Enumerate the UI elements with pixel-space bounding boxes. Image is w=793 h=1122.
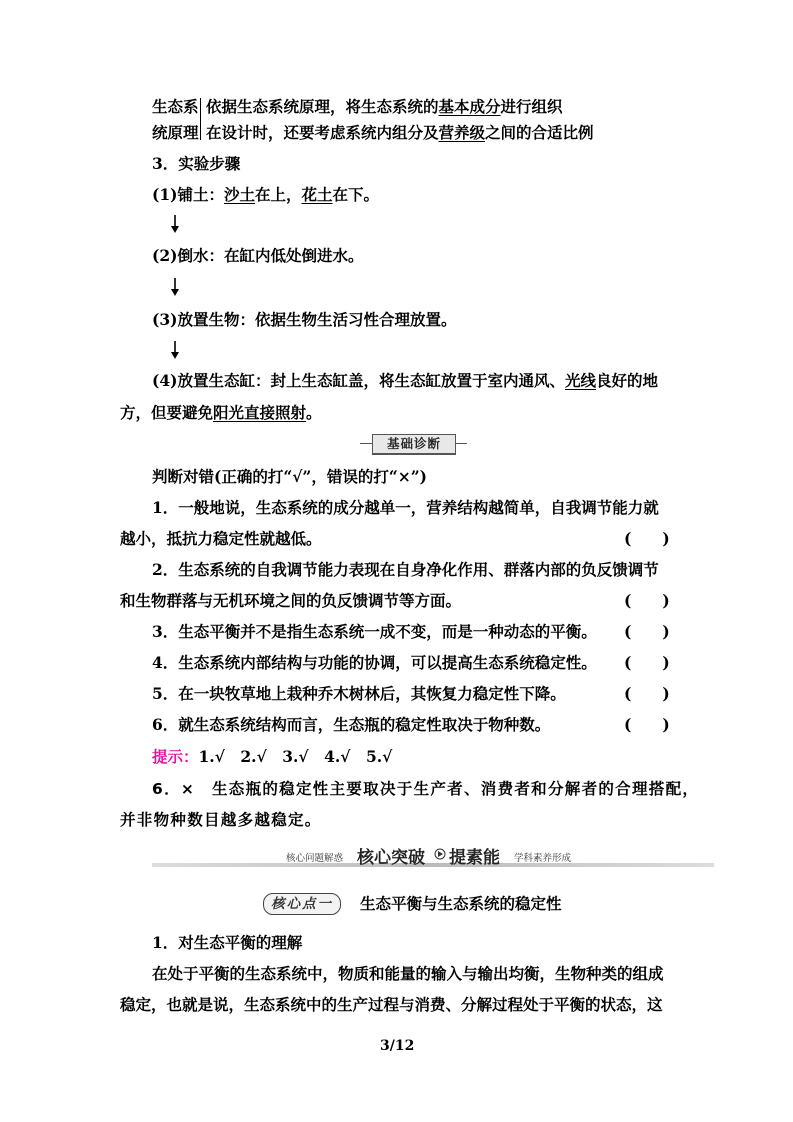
question-5: 5．在一块牧草地上栽种乔木树林后，其恢复力稳定性下降。	[152, 684, 566, 703]
core-point-title: 生态平衡与生态系统的稳定性	[360, 894, 562, 913]
explanation-line-2: 并非物种数目越多越稳定。	[120, 811, 322, 829]
down-arrow-icon	[168, 277, 182, 297]
core-paragraph-line-1: 在处于平衡的生态系统中，物质和能量的输入与输出均衡，生物种类的组成	[152, 964, 664, 983]
diagnosis-instruction: 判断对错(正确的打“√”，错误的打“×”)	[152, 467, 428, 486]
steps-heading: 3．实验步骤	[152, 154, 241, 173]
question-3: 3．生态平衡并不是指生态系统一成不变，而是一种动态的平衡。	[152, 622, 597, 641]
question-6: 6．就生态系统结构而言，生态瓶的稳定性取决于物种数。	[152, 715, 551, 734]
diagnosis-badge	[360, 434, 466, 456]
explanation-line-1: 6．× 生态瓶的稳定性主要取决于生产者、消费者和分解者的合理搭配，	[152, 780, 700, 798]
section-banner	[152, 843, 714, 869]
badge-right-rule	[455, 443, 467, 444]
hint-line	[152, 746, 392, 768]
badge-left-rule	[360, 443, 372, 444]
down-arrow-icon	[168, 340, 182, 360]
step-3: (3)放置生物：依据生物生活习性合理放置。	[152, 310, 457, 329]
question-4: 4．生态系统内部结构与功能的协调，可以提高生态系统稳定性。	[152, 653, 597, 672]
arrow-circle-icon	[434, 848, 446, 860]
banner-title-2: 提素能	[449, 848, 500, 868]
principle-row-1: 依据生态系统原理，将生态系统的基本成分进行组织	[206, 97, 563, 116]
answer-paren-6: ( )	[624, 715, 670, 734]
badge-label: 基础诊断	[372, 434, 456, 454]
down-arrow-icon	[168, 214, 182, 234]
banner-right-caption: 学科素养形成	[514, 853, 572, 864]
banner-title-1: 核心突破	[357, 848, 425, 868]
answer-paren-1: ( )	[624, 529, 670, 548]
page-number: 3/12	[380, 1038, 415, 1054]
hint-label: 提示：	[152, 747, 199, 766]
principle-label-top: 生态系	[152, 97, 199, 116]
step-2: (2)倒水：在缸内低处倒进水。	[152, 246, 364, 265]
step-1: (1)铺土：沙土在上，花土在下。	[152, 185, 380, 204]
badge-underline	[372, 454, 456, 455]
step-4: (4)放置生态缸：封上生态缸盖，将生态缸放置于室内通风、光线良好的地	[152, 371, 658, 390]
core-heading: 1．对生态平衡的理解	[152, 933, 303, 952]
answer-paren-2: ( )	[624, 591, 670, 610]
question-2-line-2: 和生物群落与无机环境之间的负反馈调节等方面。	[120, 591, 462, 610]
core-point-label: 核心点一	[263, 893, 341, 915]
principle-label-bottom: 统原理	[152, 123, 199, 142]
banner-bar	[152, 863, 714, 867]
answer-paren-3: ( )	[624, 622, 670, 641]
hint-answers: 1.√ 2.√ 3.√ 4.√ 5.√	[198, 747, 393, 766]
step-4-continuation: 方，但要避免阳光直接照射。	[120, 403, 322, 422]
question-1-line-2: 越小，抵抗力稳定性就越低。	[120, 529, 322, 548]
question-2-line-1: 2．生态系统的自我调节能力表现在自身净化作用、群落内部的负反馈调节	[152, 560, 659, 579]
principle-row-2: 在设计时，还要考虑系统内组分及营养级之间的合适比例	[206, 123, 594, 142]
answer-paren-4: ( )	[624, 653, 670, 672]
question-1-line-1: 1．一般地说，生态系统的成分越单一，营养结构越简单，自我调节能力就	[152, 498, 659, 517]
banner-left-caption: 核心问题解惑	[286, 853, 344, 864]
core-paragraph-line-2: 稳定，也就是说，生态系统中的生产过程与消费、分解过程处于平衡的状态，这	[120, 995, 663, 1014]
answer-paren-5: ( )	[624, 684, 670, 703]
